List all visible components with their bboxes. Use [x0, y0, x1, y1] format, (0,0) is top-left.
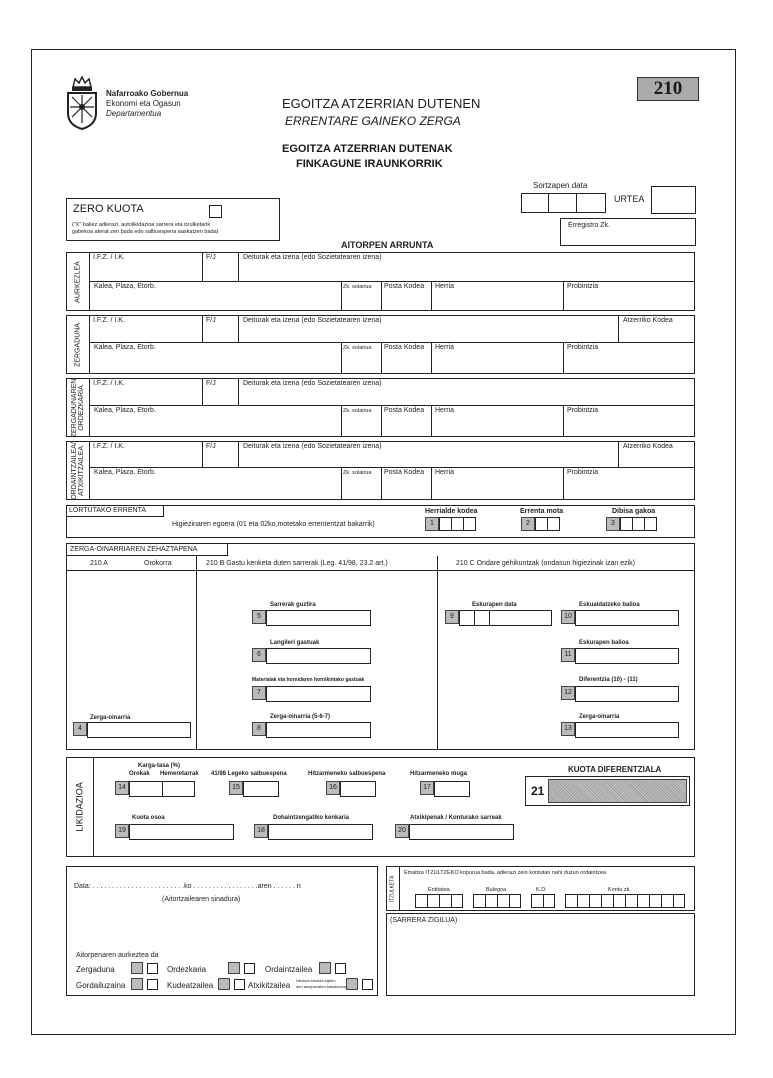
field-5-num: 5 [252, 610, 266, 624]
field-14-orokak[interactable] [129, 781, 163, 797]
field-9-num: 9 [445, 610, 459, 624]
title-section: EGOITZA ATZERRIAN DUTENAK [282, 143, 453, 155]
diferentzia-label: Diferentzia (10) - (11) [579, 677, 638, 683]
zergaduna-kalea: Kalea, Plaza, Etorb. [94, 344, 156, 351]
ordezkaria-label-1: ZERGADUNAREN [70, 378, 78, 437]
field-13-input[interactable] [575, 722, 679, 738]
gordailuzaina-opt-label: Gordailuzaina [76, 981, 126, 990]
urtea-field[interactable] [651, 186, 696, 214]
erregistro-label: Erregistro Zk. [568, 222, 611, 229]
field-15-num: 15 [229, 781, 243, 795]
logo-line3: Departamentua [106, 109, 162, 118]
urtea-label: URTEA [614, 194, 645, 204]
kd-cells[interactable] [531, 894, 555, 908]
hemeretzarrak-label: Hemeretarrak [160, 771, 199, 777]
ordaintzailea-label-2: ATXIKITZAILEA [77, 445, 85, 496]
field-5-input[interactable] [266, 610, 371, 626]
ordezkaria-deiturak: Deiturak eta izena (edo Sozietatearen izena) [243, 380, 382, 387]
kudeatzailea-opt-num [218, 978, 230, 990]
zergaduna-ifz: I.F.Z. / I.K. [93, 317, 125, 324]
field-4-input[interactable] [87, 722, 191, 738]
eskurapen-balioa-label: Eskurapen balioa [579, 640, 629, 646]
a-zerga-oinarria-label: Zerga-oinarria [90, 715, 131, 721]
karga-label: Karga-tasa (%) [138, 763, 181, 769]
zero-kuota-checkbox[interactable] [209, 205, 222, 218]
field-16-input[interactable] [340, 781, 376, 797]
field-14-num: 14 [115, 781, 129, 795]
errenta-cell2[interactable] [547, 517, 560, 531]
ordaintzailea-opt-num [319, 962, 331, 974]
sortzapen-day[interactable] [521, 193, 549, 213]
herrialde-label: Herrialde kodea [425, 508, 478, 515]
ordaintzailea-fj: F/J [206, 443, 216, 450]
errenta-mota-label: Errenta mota [520, 508, 564, 515]
kd-label: K.D. [536, 887, 547, 893]
logo-line2: Ekonomi eta Ogasun [106, 99, 181, 108]
ordaintzailea-posta: Posta Kodea [384, 469, 425, 476]
dibisa-cell3[interactable] [644, 517, 657, 531]
coat-of-arms-icon [64, 73, 100, 131]
ordaintzailea-kalea: Kalea, Plaza, Etorb. [94, 469, 156, 476]
field-21-num: 21 [531, 784, 545, 798]
field-19-num: 19 [115, 824, 129, 838]
small-note-2: den atxepenaten baliakintza [296, 984, 346, 989]
ordaintzailea-deiturak: Deiturak eta izena (edo Sozietatearen izena) [243, 443, 382, 450]
sortzapen-month[interactable] [548, 193, 577, 213]
zergaduna-label: ZERGADUNA [74, 322, 81, 367]
field-9-month[interactable] [474, 610, 490, 626]
kontu-cells[interactable] [565, 894, 685, 908]
col-a-label: Orokorra [144, 560, 172, 567]
aurkeztea-label: Aitorpenaren aurkeztea da [76, 952, 159, 959]
model-number [637, 77, 699, 101]
gordailuzaina-opt-num [131, 978, 143, 990]
sinadura-label: (Aitortzailearen sinadura) [162, 896, 241, 903]
entitatea-cells[interactable] [415, 894, 463, 908]
kudeatzailea-opt-checkbox[interactable] [234, 979, 245, 990]
zergaduna-deiturak: Deiturak eta izena (edo Sozietatearen izena) [243, 317, 382, 324]
aurkezlea-kalea: Kalea, Plaza, Etorb. [94, 283, 156, 290]
field-20-num: 20 [395, 824, 409, 838]
field-11-num: 11 [561, 648, 575, 662]
ordaintzailea-opt-checkbox[interactable] [335, 963, 346, 974]
zero-kuota-note2: gabekoa aterat zen bada edo salbuespena aaskatzen bada) [72, 229, 219, 235]
ordezkaria-ifz: I.F.Z. / I.K. [93, 380, 125, 387]
field-18-input[interactable] [268, 824, 373, 840]
aurkezlea-zk: Zk. solairua [343, 284, 372, 290]
field-12-num: 12 [561, 686, 575, 700]
kuota-dif-label: KUOTA DIFERENTZIALA [568, 765, 662, 774]
zergaduna-opt-num [131, 962, 143, 974]
aurkezlea-deiturak: Deiturak eta izena (edo Sozietatearen izena) [243, 254, 382, 261]
aurkezlea-side [66, 252, 90, 311]
model-number-text: 210 [653, 78, 683, 99]
zergaduna-opt-checkbox[interactable] [147, 963, 158, 974]
herrialde-cell3[interactable] [463, 517, 476, 531]
eskurapen-data-label: Eskurapen data [472, 602, 517, 608]
zergaduna-herria: Herria [435, 344, 455, 351]
field-6-input[interactable] [266, 648, 371, 664]
higiezin-label: Higiezinaren egoera (01 eta 02ko,motetako errententzat bakarrik) [172, 521, 375, 528]
ordaintzailea-ifz: I.F.Z. / I.K. [93, 443, 125, 450]
ordaintzailea-opt-label: Ordaintzailea [265, 965, 313, 974]
zergaduna-zk: Zk. solairua [343, 345, 372, 351]
logo-line1: Nafarroako Gobernua [106, 89, 189, 98]
sortzapen-year[interactable] [576, 193, 606, 213]
field-8-num: 8 [252, 722, 266, 736]
atxikitzailea-opt-checkbox[interactable] [362, 979, 373, 990]
ordezkaria-probintzia: Probintzia [567, 407, 599, 414]
ordezkaria-herria: Herria [435, 407, 455, 414]
aurkezlea-probintzia: Probintzia [567, 283, 599, 290]
zergaduna-opt-label: Zergaduna [76, 965, 115, 974]
aurkezlea-posta: Posta Kodea [384, 283, 425, 290]
zehaztapena-title: ZERGA-OINARRIAREN ZEHAZTAPENA [70, 546, 198, 553]
col-c-label: 210 C Ondare gehikuntzak (ondasun higiezinak izan ezik) [456, 560, 635, 567]
field-12-input[interactable] [575, 686, 679, 702]
dohaintza-label: Dohaintzengatiko kenkaria [273, 815, 350, 821]
entitatea-label: Entitatea [428, 887, 450, 893]
gordailuzaina-opt-checkbox[interactable] [147, 979, 158, 990]
field-7-num: 7 [252, 686, 266, 700]
c-zerga-oinarria-label: Zerga-oinarria [579, 714, 620, 720]
atxikitzailea-opt-num [346, 978, 358, 990]
hitzarmen-muga-label: Hitzarmeneko muga [410, 771, 468, 777]
ordezkaria-opt-num [228, 962, 240, 974]
field-20-input[interactable] [409, 824, 514, 840]
ordaintzailea-herria: Herria [435, 469, 455, 476]
bulegoa-cells[interactable] [473, 894, 521, 908]
field-16-num: 16 [326, 781, 340, 795]
field-9-day[interactable] [459, 610, 475, 626]
zerga-567-label: Zerga-oinarria (5-6-7) [270, 714, 331, 720]
likidazioa-label: LIKIDAZIOA [74, 782, 84, 832]
itzulketa-label: ITZULKETA [389, 875, 395, 902]
zergaduna-atzerriko: Atzerriko Kodea [623, 317, 673, 324]
field-4-num: 4 [73, 722, 87, 736]
sarrera-zigilua-box [386, 913, 695, 996]
langileri-label: Langileri gastuak [270, 640, 320, 646]
aurkezlea-herria: Herria [435, 283, 455, 290]
hitzarmen-salb-label: Hitzarmeneko salbuespena [308, 771, 386, 777]
ordezkaria-opt-checkbox[interactable] [244, 963, 255, 974]
likidazioa-side [66, 757, 94, 857]
materialak-label: Materialak eta hornidaren hornikintako gastuak [252, 677, 365, 683]
zergaduna-fj: F/J [206, 317, 216, 324]
atxikitzailea-opt-label: Atxikitzailea [248, 981, 291, 990]
dibisa-label: Dibisa gakoa [612, 508, 656, 515]
ordezkaria-opt-label: Ordezkaria [167, 965, 207, 974]
atxikipenak-label: Atxikipenak / Konturako sarreak [410, 815, 502, 821]
field-14-hemeretzarrak[interactable] [162, 781, 195, 797]
field-17-num: 17 [420, 781, 434, 795]
field-18-num: 18 [254, 824, 268, 838]
aurkezlea-fj: F/J [206, 254, 216, 261]
field-6-num: 6 [252, 648, 266, 662]
field-1-num: 1 [425, 517, 439, 531]
ordezkaria-label-2: ORDEZKARIA [77, 384, 85, 431]
field-17-input[interactable] [434, 781, 470, 797]
ordezkaria-label [71, 378, 85, 437]
field-13-num: 13 [561, 722, 575, 736]
kuota-osoa-label: Kuota osoa [132, 815, 165, 821]
ordezkaria-posta: Posta Kodea [384, 407, 425, 414]
itzulketa-side [386, 866, 400, 911]
field-21-input[interactable] [548, 779, 687, 803]
lege-label: 41/98 Legeko salbuespena [211, 771, 287, 777]
ordaintzailea-atzerriko: Atzerriko Kodea [623, 443, 673, 450]
col-b-label: 210 B Gastu kenketa duten sarrerak (Leg. 41/98, 23.2 art.) [206, 560, 388, 567]
sarrera-zigilua-label: (SARRERA ZIGILUA) [390, 917, 458, 924]
ordezkaria-fj: F/J [206, 380, 216, 387]
field-15-input[interactable] [243, 781, 279, 797]
ordaintzailea-probintzia: Probintzia [567, 469, 599, 476]
ordezkaria-kalea: Kalea, Plaza, Etorb. [94, 407, 156, 414]
aitorpen-arrunta: AITORPEN ARRUNTA [341, 240, 434, 250]
ordaintzailea-label-1: ORDAINTZAILEA/ [70, 441, 78, 500]
field-10-num: 10 [561, 610, 575, 624]
field-3-num: 3 [606, 517, 620, 531]
zergaduna-side [66, 315, 90, 374]
ordezkaria-zk: Zk. solairua [343, 408, 372, 414]
ordaintzailea-zk: Zk. solairua [343, 470, 372, 476]
lortutako-title: LORTUTAKO ERRENTA [69, 507, 147, 514]
zero-kuota-note1: ("X" baliez adierazi, autolikidazioa sarrera eta itzulketarik [72, 222, 211, 228]
field-19-input[interactable] [129, 824, 234, 840]
eskualdatze-label: Eskualdatzeko balioa [579, 602, 640, 608]
data-line: Data: . . . . . . . . . . . . . . . . . . . . . . . .ko . . . . . . . . . . . . . . . . .aren . . . . . . n [74, 883, 301, 890]
sortzapen-label: Sortzapen data [533, 181, 588, 190]
field-9-year[interactable] [489, 610, 552, 626]
kudeatzailea-opt-label: Kudeatzailea [167, 981, 214, 990]
title-main: EGOITZA ATZERRIAN DUTENEN [282, 96, 481, 111]
zero-kuota-label: ZERO KUOTA [73, 203, 144, 215]
col-a-code: 210 A [90, 560, 108, 567]
small-note-1: Hezkoa emaiza egiten [296, 978, 336, 983]
ordaintzailea-label [71, 442, 85, 500]
field-11-input[interactable] [575, 648, 679, 664]
zergaduna-probintzia: Probintzia [567, 344, 599, 351]
title-sub: ERRENTARE GAINEKO ZERGA [285, 114, 461, 128]
kontu-label: Kontu zk. [608, 887, 631, 893]
sarrerak-label: Sarrerak guztira [270, 602, 316, 608]
orokak-label: Orokak [129, 771, 150, 777]
ordezkaria-side [66, 378, 90, 437]
bulegoa-label: Bulegoa [486, 887, 507, 893]
field-7-input[interactable] [266, 686, 371, 702]
title-section2: FINKAGUNE IRAUNKORRIK [296, 158, 443, 170]
field-8-input[interactable] [266, 722, 371, 738]
aurkezlea-ifz: I.F.Z. / I.K. [93, 254, 125, 261]
ordaintzailea-side [66, 441, 90, 500]
itzulketa-text: Emaitza ITZULTZEKO kopurua bada, adierazi zein kontutan nahi duzun ordaintzea [404, 870, 606, 876]
aurkezlea-label: AURKEZLEA [74, 260, 81, 303]
field-10-input[interactable] [575, 610, 679, 626]
zergaduna-posta: Posta Kodea [384, 344, 425, 351]
field-2-num: 2 [521, 517, 535, 531]
